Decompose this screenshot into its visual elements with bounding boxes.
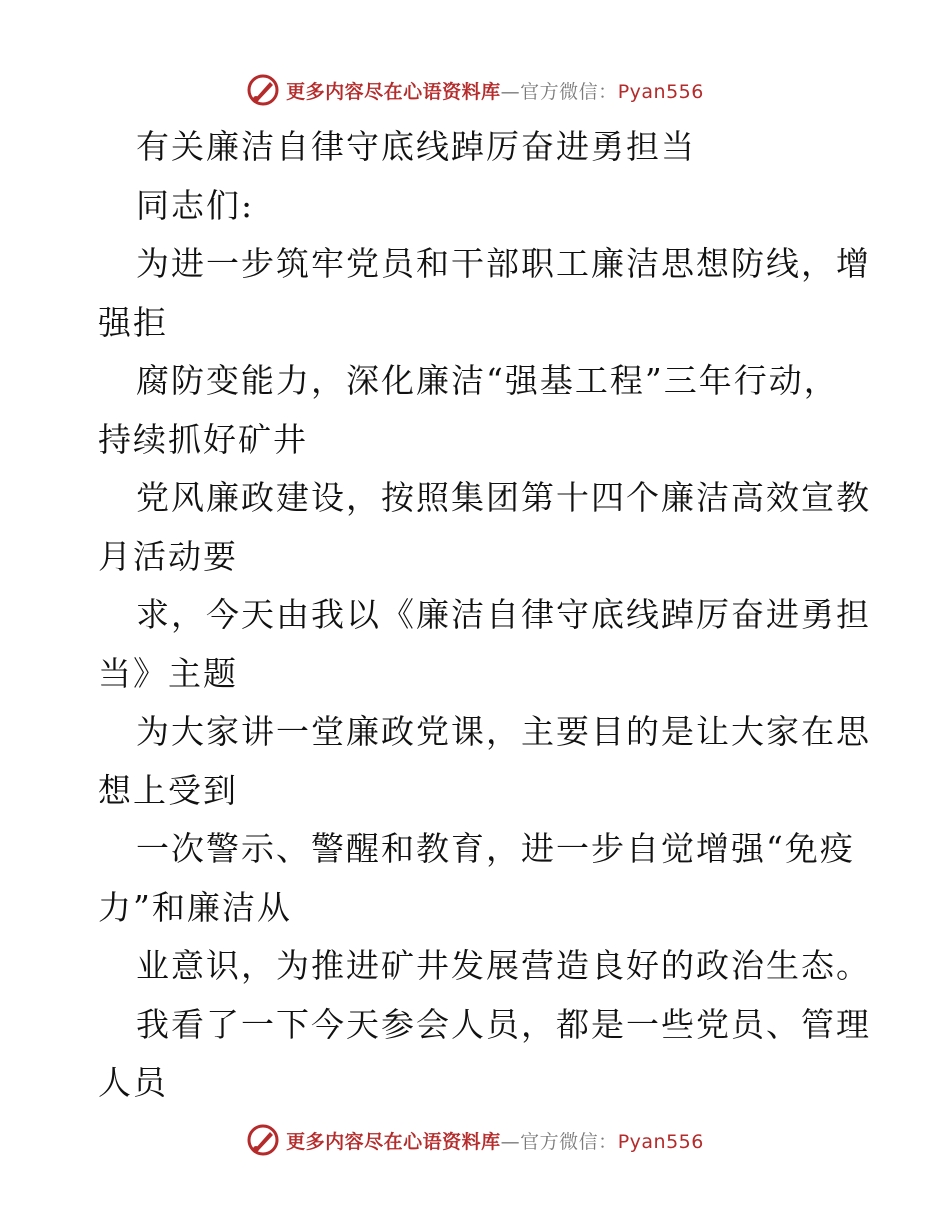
banner-wechat-id: Pyan556 bbox=[617, 80, 704, 103]
brush-logo-icon bbox=[246, 1123, 280, 1157]
paragraph-line: 强拒 bbox=[98, 302, 168, 342]
paragraph-line: 人员 bbox=[98, 1063, 168, 1102]
paragraph-line: 力”和廉洁从 bbox=[98, 887, 292, 927]
brush-logo-icon bbox=[246, 73, 280, 107]
paragraph-line: 为大家讲一堂廉政党课，主要目的是让大家在思 bbox=[136, 712, 871, 751]
paragraph-line: 为进一步筑牢党员和干部职工廉洁思想防线，增 bbox=[136, 244, 871, 283]
paragraph-line: 当》主题 bbox=[98, 653, 238, 693]
banner-grey-text: 官方微信： bbox=[520, 1130, 618, 1153]
paragraph-line: 党风廉政建设，按照集团第十四个廉洁高效宣教 bbox=[136, 478, 871, 517]
banner-text bbox=[286, 1127, 704, 1154]
paragraph-line: 持续抓好矿井 bbox=[98, 419, 308, 459]
document-body bbox=[98, 118, 871, 1113]
document-title: 有关廉洁自律守底线踔厉奋进勇担当 bbox=[136, 127, 696, 166]
salutation: 同志们: bbox=[136, 185, 255, 225]
banner-red-text: 更多内容尽在心语资料库 bbox=[286, 1130, 501, 1153]
banner-wechat-id: Pyan556 bbox=[617, 1130, 704, 1153]
banner-dash: — bbox=[500, 1130, 521, 1153]
paragraph-line: 腐防变能力，深化廉洁“强基工程”三年行动， bbox=[136, 361, 839, 400]
paragraph-line: 月活动要 bbox=[98, 536, 238, 576]
banner-dash: — bbox=[500, 80, 521, 103]
header-banner bbox=[0, 70, 950, 110]
paragraph-line: 我看了一下今天参会人员，都是一些党员、管理 bbox=[136, 1004, 871, 1044]
paragraph-line: 业意识，为推进矿井发展营造良好的政治生态。 bbox=[136, 946, 871, 985]
paragraph-line: 想上受到 bbox=[98, 770, 238, 810]
banner-text bbox=[286, 77, 704, 104]
paragraph-line: 一次警示、警醒和教育，进一步自觉增强“免疫 bbox=[136, 829, 855, 868]
paragraph-line: 求，今天由我以《廉洁自律守底线踔厉奋进勇担 bbox=[136, 595, 871, 634]
banner-red-text: 更多内容尽在心语资料库 bbox=[286, 80, 501, 103]
banner-grey-text: 官方微信： bbox=[520, 80, 618, 103]
footer-banner bbox=[0, 1120, 950, 1160]
